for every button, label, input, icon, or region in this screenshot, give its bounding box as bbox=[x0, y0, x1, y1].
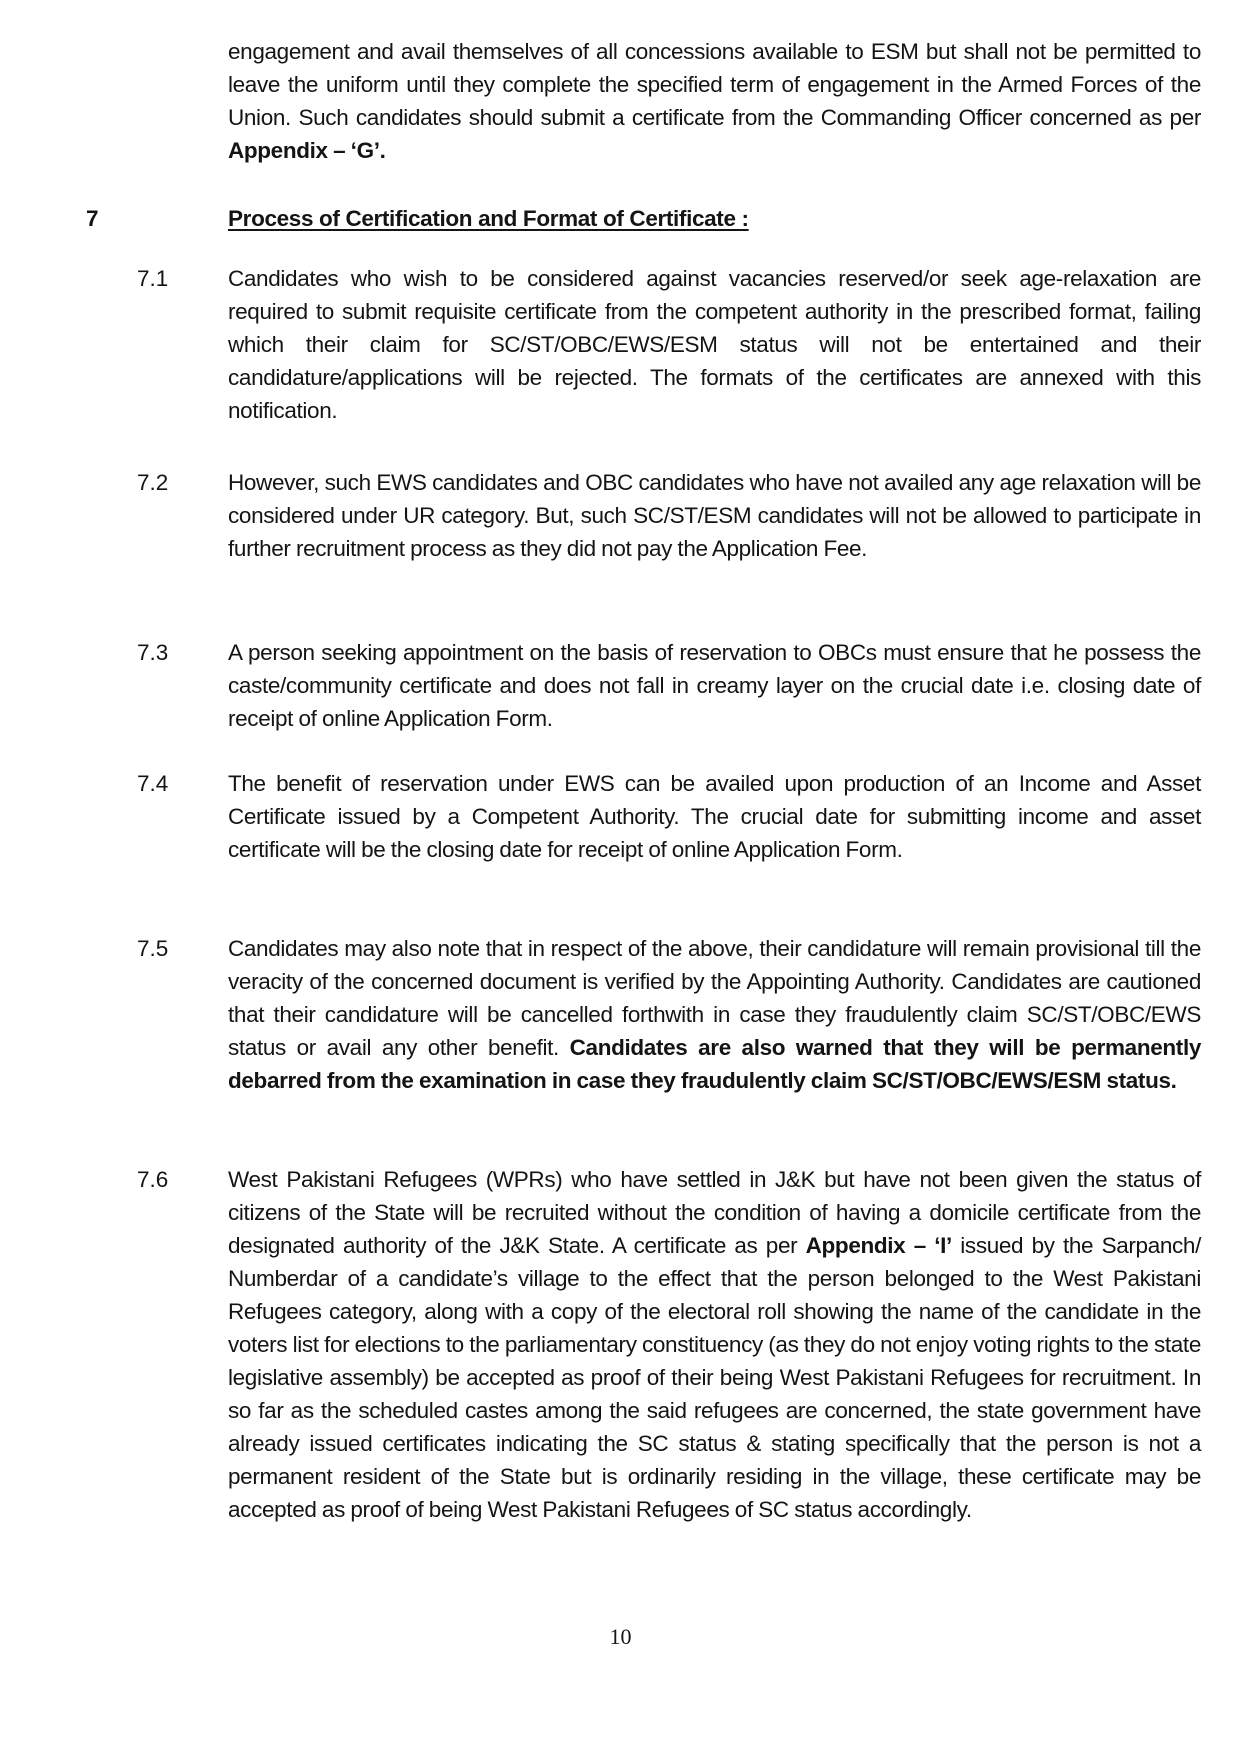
section-number: 7 bbox=[86, 206, 99, 231]
intro-text: engagement and avail themselves of all concessions available to ESM but shall not be permitted to leave the uniform until they complete the specified term of engagement in the Armed Forces of the Union. Such candidates should submit a certificate from the Commanding Officer concerned as per bbox=[228, 39, 1201, 130]
clause-body-start: West Pakistani Refugees (WPRs) who have settled in J&K but have not been given the status of citizens of the State will be recruited without the condition of having a domicile certificate from the designated authority of the J&K State. A certificate as per bbox=[228, 1167, 1201, 1258]
clause-text bbox=[228, 1163, 1201, 1526]
intro-appendix-ref: Appendix – ‘G’. bbox=[228, 138, 386, 163]
clause-text bbox=[228, 932, 1201, 1097]
clause-text: A person seeking appointment on the basis of reservation to OBCs must ensure that he possess the caste/community certificate and does not fall in creamy layer on the crucial date i.e. closing date of receipt of online Application Form. bbox=[228, 640, 1201, 731]
appendix-ref: Appendix – ‘I’ bbox=[805, 1233, 952, 1258]
clause-number: 7.5 bbox=[137, 936, 169, 961]
clause-number: 7.3 bbox=[137, 640, 169, 665]
section-title: Process of Certification and Format of Certificate : bbox=[228, 206, 749, 231]
clause-number: 7.1 bbox=[137, 266, 169, 291]
section-heading bbox=[0, 202, 1241, 238]
clause-body: Candidates may also note that in respect of the above, their candidature will remain provisional till the veracity of the concerned document is verified by the Appointing Authority. Candidates are cautioned that their candidature will be cancelled forthwith in case they fraudulently claim SC/ST/OBC/EWS status or avail any other benefit. bbox=[228, 936, 1201, 1060]
clause-text: Candidates who wish to be considered against vacancies reserved/or seek age-relaxation are required to submit requisite certificate from the competent authority in the prescribed format, failing which their claim for SC/ST/OBC/EWS/ESM status will not be entertained and their candidature/applications will be rejected. The formats of the certificates are annexed with this notification. bbox=[228, 266, 1201, 423]
clause-body-end: issued by the Sarpanch/ Numberdar of a candidate’s village to the effect that the person belonged to the West Pakistani Refugees category, along with a copy of the electoral roll showing the name of the candidate in the voters list for elections to the parliamentary constituency (as they do not enjoy voting rights to the state legislative assembly) be accepted as proof of their being West Pakistani Refugees for recruitment. In so far as the scheduled castes among the said refugees are concerned, the state government have already issued certificates indicating the SC status & stating specifically that the person is not a permanent resident of the State but is ordinarily residing in the village, these certificate may be accepted as proof of being West Pakistani Refugees of SC status accordingly. bbox=[228, 1233, 1201, 1522]
intro-paragraph bbox=[228, 35, 1201, 167]
clause-text: The benefit of reservation under EWS can be availed upon production of an Income and Asset Certificate issued by a Competent Authority. The crucial date for submitting income and asset certificate will be the closing date for receipt of online Application Form. bbox=[228, 771, 1201, 862]
clause-number: 7.6 bbox=[137, 1167, 169, 1192]
clause-number: 7.2 bbox=[137, 470, 169, 495]
clause-number: 7.4 bbox=[137, 771, 169, 796]
clause-text: However, such EWS candidates and OBC candidates who have not availed any age relaxation will be considered under UR category. But, such SC/ST/ESM candidates will not be allowed to participate in further recruitment process as they did not pay the Application Fee. bbox=[228, 470, 1201, 561]
warning-text: Candidates are also warned that they will be permanently debarred from the examination in case they fraudulently claim SC/ST/OBC/EWS/ESM status. bbox=[228, 1035, 1202, 1093]
page-number: 10 bbox=[609, 1624, 632, 1649]
